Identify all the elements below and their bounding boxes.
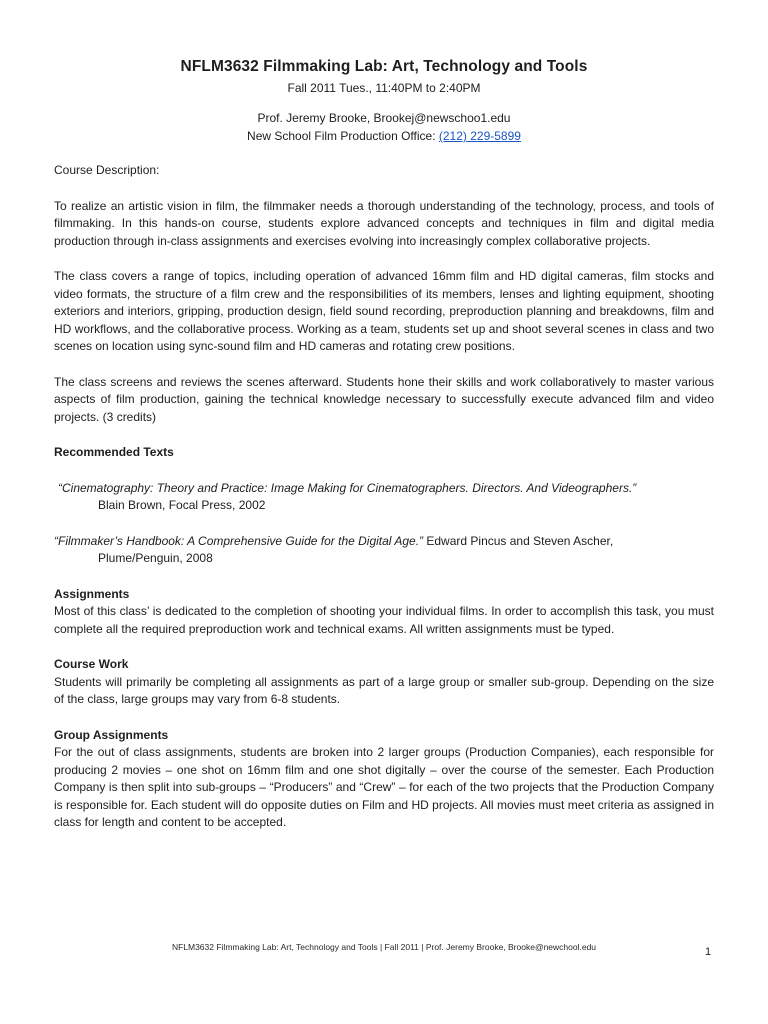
book-1-title: “Cinematography: Theory and Practice: Image Making for Cinematographers. Directors. And Videographers.” [58,480,637,495]
group-assignments-heading: Group Assignments [54,727,169,742]
book-2-citation [54,533,714,568]
assignments-text: Most of this class’ is dedicated to the completion of shooting your individual films. In order to accomplish this task, you must complete all the required preproduction work and technical exams. All written assignments must be typed. [54,604,714,636]
book-2-title: “Filmmaker’s Handbook: A Comprehensive Guide for the Digital Age.” [54,533,424,548]
group-assignments-text: For the out of class assignments, students are broken into 2 larger groups (Production Companies), each responsible for producing 2 movies – one shot on 16mm film and one shot digitally – over the course of the semester. Each Production Company is then split into sub-groups – “Producers” and “Crew” – for each of the two projects that the Production Company is responsible for. Each student will do opposite duties on Film and HD projects. All movies must meet criteria as assigned in class for length and content to be accepted. [54,745,714,829]
page-number: 1 [705,946,712,958]
course-description-paragraph-3: The class screens and reviews the scenes afterward. Students hone their skills and work collaboratively to master various aspects of film production, gaining the technical knowledge necessary to successfully execute advanced film and video projects. (3 credits) [54,374,714,424]
instructor-line: Prof. Jeremy Brooke, Brookej@newschoo1.edu [257,111,511,125]
document-header [0,56,768,145]
contact-block [0,109,768,145]
course-term: Fall 2011 Tues., 11:40PM to 2:40PM [287,81,481,95]
document-body [54,162,714,832]
office-line [0,127,768,145]
course-description-paragraph-2: The class covers a range of topics, including operation of advanced 16mm film and HD digital cameras, film stocks and video formats, the structure of a film crew and the responsibilities of its members, lenses and lighting equipment, shooting exteriors and interiors, gripping, production design, field sound recording, preproduction planning and breakdowns, film and HD workflows, and the collaborative process. Working as a team, students set up and shoot several scenes in class and two scenes on location using sync-sound film and HD cameras and rotating crew positions. [54,269,714,353]
course-work-text: Students will primarily be completing all assignments as part of a large group or smaller sub-group. Depending on the size of the class, large groups may vary from 6-8 students. [54,674,714,706]
course-description-heading: Course Description: [54,163,160,177]
course-description-paragraph-1: To realize an artistic vision in film, the filmmaker needs a thorough understanding of the technology, process, and tools of filmmaking. In this hands-on course, students explore advanced concepts and techniques in film and digital media production through in-class assignments and exercises evolving into increasingly complex collaborative projects. [54,198,714,248]
page-footer: NFLM3632 Filmmaking Lab: Art, Technology and Tools | Fall 2011 | Prof. Jeremy Brooke, Brooke@newchool.edu [171,942,597,952]
book-1-author: Blain Brown, Focal Press, 2002 [98,498,266,512]
recommended-texts-heading: Recommended Texts [54,445,174,459]
assignments-heading: Assignments [54,586,130,601]
course-title: NFLM3632 Filmmaking Lab: Art, Technology and Tools [180,58,588,75]
course-work-heading: Course Work [54,657,129,671]
office-label: New School Film Production Office: [247,129,439,143]
office-phone-link[interactable]: (212) 229-5899 [438,129,521,143]
book-2-publisher: Plume/Penguin, 2008 [98,551,213,565]
book-1-citation [54,480,714,515]
book-2-authors: Edward Pincus and Steven Ascher, [423,533,614,548]
